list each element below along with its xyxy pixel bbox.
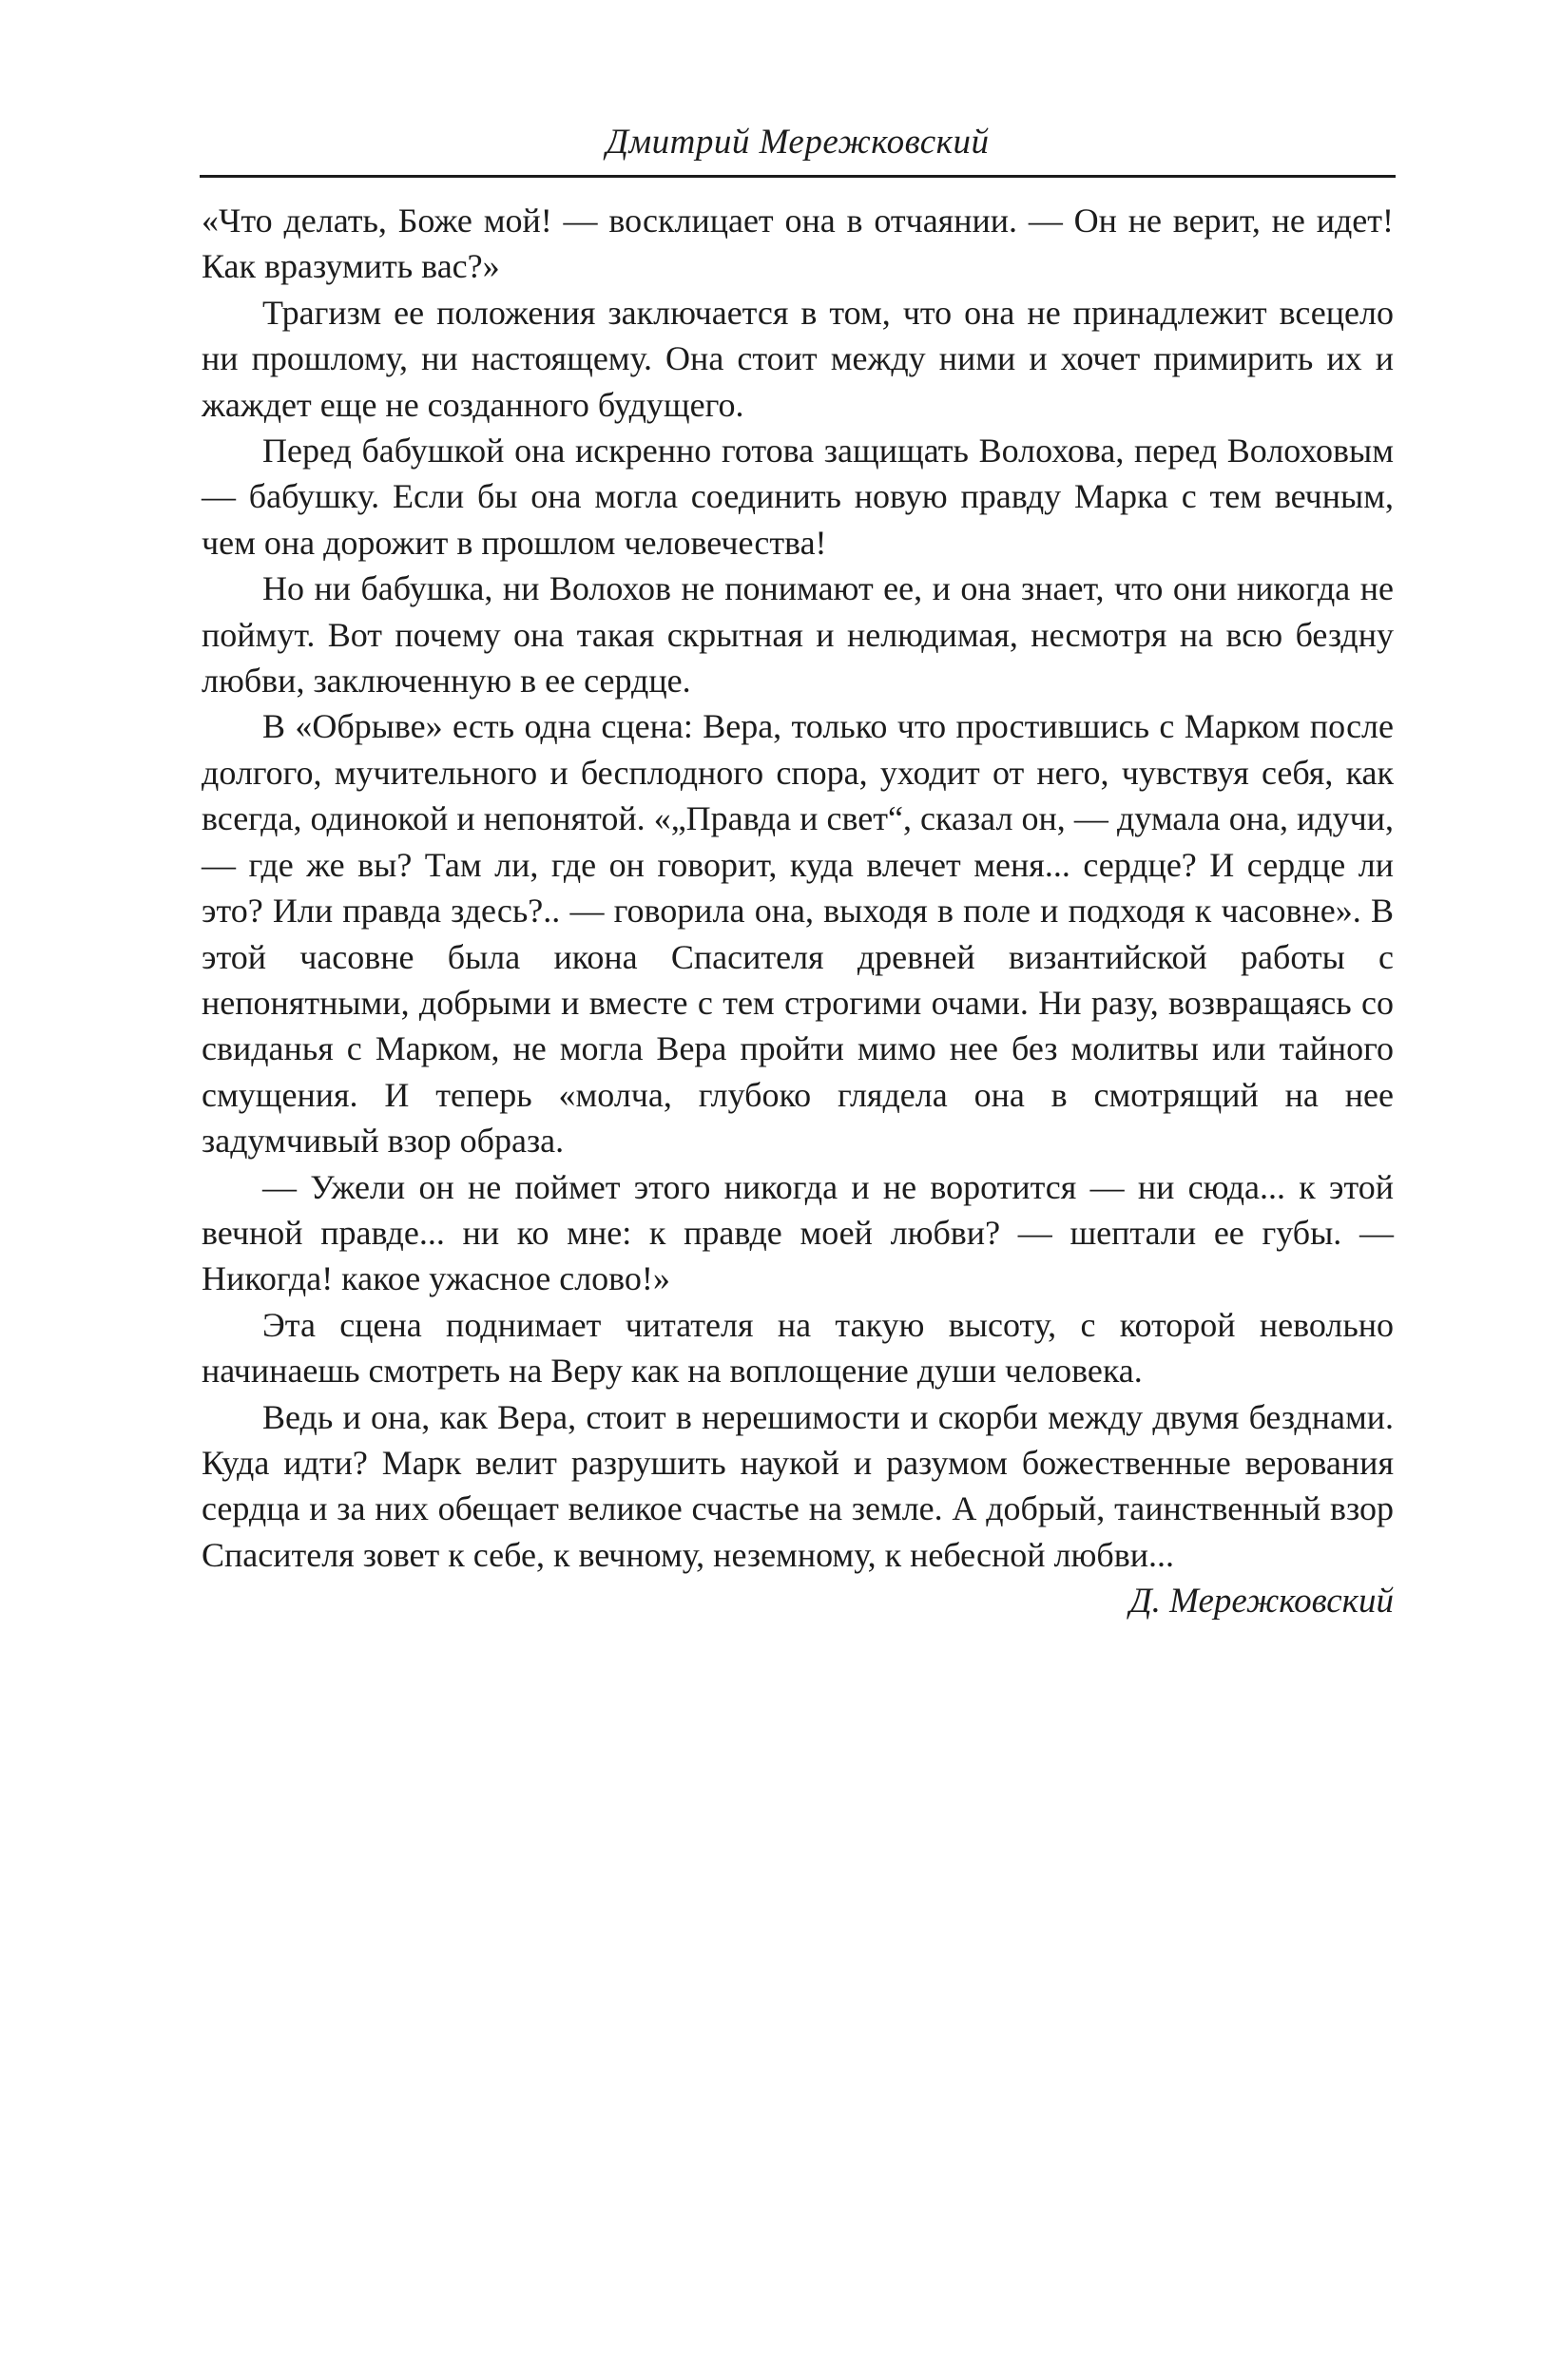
running-head-author: Дмитрий Мережковский: [606, 123, 990, 162]
author-signature: Д. Мережковский: [1129, 1582, 1394, 1622]
paragraph: Ведь и она, как Вера, стоит в нерешимости и скорби между двумя безднами. Куда идти? Марк велит разрушить наукой и разумом божественные верования сердца и за них обещает великое счастье на земле. А добрый, таинственный взор Спасителя зовет к себе, к вечному, неземному, к небесной любви...: [202, 1397, 1394, 1574]
header-rule: [200, 175, 1396, 178]
paragraph: В «Обрыве» есть одна сцена: Вера, только что простившись с Марком после долгого, мучительного и бесплодного спора, уходит от него, чувствуя себя, как всегда, одинокой и непонятой. «„Правда и свет“, сказал он, — думала она, идучи, — где же вы? Там ли, где он говорит, куда влечет меня... сердце? И сердце ли это? Или правда здесь?.. — говорила она, выходя в поле и подходя к часовне». В этой часовне была икона Спасителя древней византийской работы с непонятными, добрыми и вместе с тем строгими очами. Ни разу, возвращаясь со свиданья с Марком, не могла Вера пройти мимо нее без молитвы или тайного смущения. И теперь «молча, глубоко глядела она в смотрящий на нее задумчивый взор образа.: [202, 707, 1394, 1161]
paragraph: Перед бабушкой она искренно готова защищать Волохова, перед Волоховым — бабушку. Если бы она могла соединить новую правду Марка с тем вечным, чем она дорожит в прошлом человечества!: [202, 432, 1394, 562]
paragraph: Трагизм ее положения заключается в том, что она не принадлежит всецело ни прошлому, ни настоящему. Она стоит между ними и хочет примирить их и жаждет еще не созданного будущего.: [202, 293, 1394, 424]
body-text: [202, 198, 1394, 1625]
paragraph: — Ужели он не поймет этого никогда и не воротится — ни сюда... к этой вечной правде... ни ко мне: к правде моей любви? — шептали ее губы. — Никогда! какое ужасное слово!»: [202, 1167, 1394, 1298]
paragraph: Эта сцена поднимает читателя на такую высоту, с которой невольно начинаешь смотреть на Веру как на воплощение души человека.: [202, 1305, 1394, 1391]
paragraph: «Что делать, Боже мой! — восклицает она в отчаянии. — Он не верит, не идет! Как вразумить вас?»: [202, 202, 1394, 286]
paragraph: Но ни бабушка, ни Волохов не понимают ее, и она знает, что они никогда не поймут. Вот почему она такая скрытная и нелюдимая, несмотря на всю бездну любви, заключенную в ее сердце.: [202, 569, 1394, 701]
